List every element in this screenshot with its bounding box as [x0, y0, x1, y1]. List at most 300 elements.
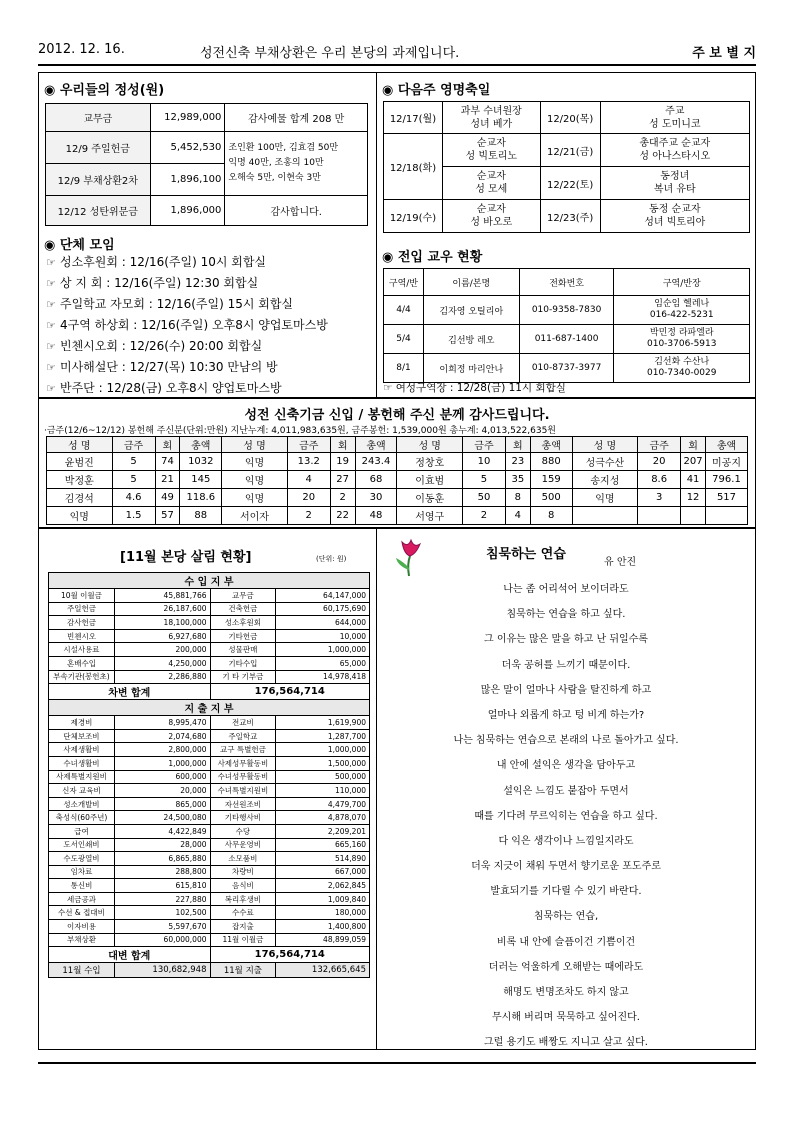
feast-saint-line: 성 바오로	[470, 217, 513, 228]
finance-label: 통신비	[49, 879, 115, 893]
finance-label: 기타수입	[210, 656, 276, 670]
donation-cell: 22	[330, 507, 355, 525]
donation-cell: 4.6	[112, 489, 155, 507]
finance-amount: 14,978,418	[276, 670, 370, 684]
finance-amount: 1,000,000	[276, 643, 370, 657]
donation-cell: 4	[505, 507, 530, 525]
feast-saint-line: 순교자	[476, 204, 506, 215]
offering-table	[45, 103, 368, 226]
finance-label: 사제성무활동비	[210, 756, 276, 770]
finance-amount: 4,422,849	[114, 824, 210, 838]
poem-line: 무시해 버리며 묵묵하고 싶어진다.	[492, 1012, 640, 1024]
poem-line: 때를 기다려 무르익히는 연습을 하고 싶다.	[474, 810, 658, 822]
donation-cell: 27	[330, 471, 355, 489]
donation-cell: 정창호	[397, 453, 463, 471]
finance-amount: 180,000	[276, 906, 370, 920]
finance-amount: 48,899,059	[276, 933, 370, 947]
poem-line: 해명도 변명조차도 하지 않고	[503, 987, 629, 998]
income-total: 176,564,714	[210, 684, 370, 700]
poem-line: 많은 말이 얼마나 사람을 탈진하게 하고	[480, 684, 652, 696]
feast-date: 12/22(토)	[540, 167, 600, 200]
feast-saint-line: 복녀 유타	[653, 184, 696, 195]
donation-cell: 2	[462, 507, 505, 525]
feast-saint	[600, 134, 749, 167]
pencil-icon: ☞	[46, 340, 56, 353]
feast-title: ◉ 다음주 영명축일	[382, 83, 491, 98]
donation-cell: 2	[287, 507, 330, 525]
offering-title: ◉ 우리들의 정성(원)	[44, 83, 165, 98]
tulip-icon	[392, 536, 428, 581]
donation-cell: 익명	[47, 507, 113, 525]
offering-label: 12/9 주일헌금	[46, 132, 151, 164]
finance-label: 사무운영비	[210, 838, 276, 852]
transfer-header: 구역/반장	[614, 269, 750, 296]
thanks-title: 감사예물 합계 208 만	[225, 104, 368, 132]
thanks-names	[225, 132, 368, 196]
finance-amount: 1,009,840	[276, 892, 370, 906]
transfer-note	[383, 380, 566, 395]
feast-date: 12/18(화)	[384, 134, 443, 200]
poem-line: 얼마나 외롭게 하고 텅 비게 하는가?	[487, 709, 645, 721]
finance-unit: (단위: 원)	[316, 555, 347, 563]
finance-amount: 2,062,845	[276, 879, 370, 893]
finance-amount: 64,147,000	[276, 589, 370, 603]
donation-cell: 5	[462, 471, 505, 489]
finance-label: 성물판매	[210, 643, 276, 657]
transfer-table	[383, 268, 750, 383]
finance-amount: 227,880	[114, 892, 210, 906]
donation-cell: 익명	[222, 453, 288, 471]
offering-value: 1,896,000	[150, 196, 225, 226]
transfer-cell: 010-9358-7830	[519, 296, 614, 325]
finance-label: 11월 이월금	[210, 933, 276, 947]
finance-label: 건축헌금	[210, 602, 276, 616]
donation-header: 회	[681, 437, 706, 453]
finance-amount: 60,000,000	[114, 933, 210, 947]
poem-line: 그 이유는 많은 말을 하고 난 뒤일수록	[484, 634, 648, 646]
finance-label: 잡지출	[210, 920, 276, 934]
month-income: 130,682,948	[114, 963, 210, 978]
donation-cell: 12	[681, 489, 706, 507]
top-divider	[376, 72, 377, 398]
donation-cell: 박정훈	[47, 471, 113, 489]
poem-line: 설익은 느낌도 붙잡아 두면서	[503, 785, 629, 797]
finance-label: 단체보조비	[49, 729, 115, 743]
offering-label: 12/9 부채상환2차	[46, 164, 151, 196]
donation-cell: 20	[638, 453, 681, 471]
donation-cell: 243.4	[355, 453, 397, 471]
donation-cell: 1.5	[112, 507, 155, 525]
offering-value: 12,989,000	[150, 104, 225, 132]
month-income-label: 11월 수입	[49, 963, 115, 978]
donation-header: 성 명	[572, 437, 638, 453]
finance-amount: 865,000	[114, 797, 210, 811]
poem-line: 더욱 공허를 느끼기 때문이다.	[501, 659, 631, 671]
donation-cell: 57	[155, 507, 180, 525]
thanks-line: 익명 40만, 조홍의 10만	[228, 158, 324, 168]
finance-amount: 102,500	[114, 906, 210, 920]
transfer-cell: 4/4	[384, 296, 424, 325]
feast-saint-line: 성 도미니코	[649, 118, 701, 130]
finance-amount: 644,000	[276, 616, 370, 630]
finance-label: 기타헌금	[210, 629, 276, 643]
finance-label: 임차료	[49, 865, 115, 879]
donation-cell	[638, 507, 681, 525]
poem-line: 발효되기를 기다릴 수 있기 바란다.	[490, 886, 642, 898]
finance-label: 혼배수입	[49, 656, 115, 670]
donation-header: 금주	[112, 437, 155, 453]
offering-label: 교무금	[46, 104, 151, 132]
donation-cell: 5	[112, 471, 155, 489]
expense-title: 지 출 지 부	[49, 700, 370, 716]
month-expense-label: 11월 지출	[210, 963, 276, 978]
finance-amount: 2,209,201	[276, 824, 370, 838]
donation-cell: 미공지	[705, 453, 747, 471]
finance-label: 수선 & 접대비	[49, 906, 115, 920]
finance-amount: 5,597,670	[114, 920, 210, 934]
finance-amount: 2,800,000	[114, 743, 210, 757]
finance-amount: 65,000	[276, 656, 370, 670]
finance-label: 교구 특별헌금	[210, 743, 276, 757]
finance-amount: 4,479,700	[276, 797, 370, 811]
feast-saint-line: 성 빅토리노	[465, 151, 518, 162]
offering-value: 1,896,100	[150, 164, 225, 196]
donation-header: 금주	[287, 437, 330, 453]
finance-label: 신자 교육비	[49, 784, 115, 798]
donation-cell: 4	[287, 471, 330, 489]
expense-total-label: 대변 합계	[49, 947, 211, 963]
group-text: 미사해설단 : 12/27(목) 10:30 만남의 방	[60, 360, 278, 374]
donation-cell: 880	[530, 453, 572, 471]
transfer-cell: 011-687-1400	[519, 325, 614, 354]
header-name: 주 보 별 지	[692, 46, 756, 61]
finance-label: 자선원조비	[210, 797, 276, 811]
transfer-header: 구역/반	[384, 269, 424, 296]
finance-label: 기타행사비	[210, 811, 276, 825]
poem-line: 더욱 지긋이 채워 두면서 향기로운 포도주로	[471, 861, 661, 873]
finance-amount: 4,250,000	[114, 656, 210, 670]
donation-cell: 익명	[222, 471, 288, 489]
finance-label: 도서인쇄비	[49, 838, 115, 852]
finance-label: 시설사용료	[49, 643, 115, 657]
feast-saint	[600, 102, 749, 134]
feast-saint-line: 순교자	[476, 138, 506, 149]
group-text: 성소후원회 : 12/16(주일) 10시 회합실	[60, 255, 267, 269]
income-title: 수 입 지 부	[49, 573, 370, 589]
feast-saint-line: 동정녀	[660, 171, 690, 182]
transfer-cell: 김자영 오틸리아	[423, 296, 519, 325]
pencil-icon: ☞	[46, 361, 56, 374]
header-date: 2012. 12. 16.	[38, 42, 125, 57]
finance-amount: 667,000	[276, 865, 370, 879]
finance-label: 사제특별지원비	[49, 770, 115, 784]
donation-cell: 48	[355, 507, 397, 525]
finance-amount: 500,000	[276, 770, 370, 784]
finance-label: 세금공과	[49, 892, 115, 906]
pencil-icon: ☞	[383, 382, 396, 394]
poem-title: 침묵하는 연습	[486, 547, 566, 562]
poem-line: 내 안에 설익은 생각을 담아두고	[496, 760, 636, 772]
finance-amount: 24,500,080	[114, 811, 210, 825]
finance-amount: 20,000	[114, 784, 210, 798]
income-total-label: 차변 합계	[49, 684, 211, 700]
donation-cell: 송지성	[572, 471, 638, 489]
donation-cell: 41	[681, 471, 706, 489]
finance-amount: 1,619,900	[276, 716, 370, 730]
transfer-leader	[614, 354, 750, 383]
feast-date: 12/21(금)	[540, 134, 600, 167]
poem-line: 침묵하는 연습,	[533, 911, 599, 923]
donation-cell: 이동훈	[397, 489, 463, 507]
donation-cell: 500	[530, 489, 572, 507]
group-item	[46, 252, 374, 273]
transfer-leader-name: 박민정 라파엘라	[649, 328, 714, 338]
finance-label: 부속기관(봉헌초)	[49, 670, 115, 684]
donation-cell: 20	[287, 489, 330, 507]
finance-amount: 6,865,880	[114, 852, 210, 866]
donation-cell: 3	[638, 489, 681, 507]
finance-label: 교무금	[210, 589, 276, 603]
thanks-line: 조인환 100만, 김효겸 50만	[228, 143, 339, 153]
thanks-end: 감사합니다.	[225, 196, 368, 226]
feast-saint-line: 성 아나스타시오	[639, 151, 711, 162]
feast-saint-line: 성녀 베가	[470, 118, 513, 130]
finance-label: 차량비	[210, 865, 276, 879]
finance-amount: 288,800	[114, 865, 210, 879]
pencil-icon: ☞	[46, 298, 56, 311]
thanks-line: 오해숙 5만, 이현숙 3만	[228, 173, 321, 183]
feast-date: 12/17(월)	[384, 102, 443, 134]
donation-cell: 2	[330, 489, 355, 507]
finance-amount: 10,000	[276, 629, 370, 643]
offering-value: 5,452,530	[150, 132, 225, 164]
poem-line: 침묵하는 연습을 하고 싶다.	[506, 609, 626, 621]
finance-amount: 2,074,680	[114, 729, 210, 743]
transfer-title: ◉ 전입 교우 현황	[382, 250, 483, 265]
finance-label: 사제생활비	[49, 743, 115, 757]
transfer-leader-name: 김선화 수산나	[654, 357, 710, 367]
group-text: 4구역 하상회 : 12/16(주일) 오후8시 양업토마스방	[60, 318, 328, 332]
donation-header: 금주	[638, 437, 681, 453]
finance-amount: 1,000,000	[114, 756, 210, 770]
donation-cell: 145	[180, 471, 222, 489]
group-item	[46, 378, 374, 399]
transfer-cell: 김선방 레오	[423, 325, 519, 354]
donation-cell: 서영구	[397, 507, 463, 525]
group-item	[46, 315, 374, 336]
donation-cell: 159	[530, 471, 572, 489]
feast-saint-line: 과부 수녀원장	[460, 105, 522, 117]
group-text: 반주단 : 12/28(금) 오후8시 양업토마스방	[60, 381, 282, 395]
finance-amount: 200,000	[114, 643, 210, 657]
group-text: 빈첸시오회 : 12/26(수) 20:00 회합실	[60, 339, 263, 353]
donation-cell: 49	[155, 489, 180, 507]
donation-title: 성전 신축기금 신입 / 봉헌해 주신 분께 감사드립니다.	[244, 408, 550, 423]
finance-amount: 8,995,470	[114, 716, 210, 730]
finance-label: 전교비	[210, 716, 276, 730]
finance-amount: 26,187,600	[114, 602, 210, 616]
finance-label: 복리후생비	[210, 892, 276, 906]
donation-cell: 68	[355, 471, 397, 489]
donation-cell: 21	[155, 471, 180, 489]
poem-line: 그럴 용기도 배짱도 지니고 살고 싶다.	[484, 1037, 648, 1049]
feast-saint-line: 동정 순교자	[649, 204, 701, 215]
donation-header: 총액	[705, 437, 747, 453]
feast-date: 12/20(목)	[540, 102, 600, 134]
donation-cell: 5	[112, 453, 155, 471]
finance-label: 소모품비	[210, 852, 276, 866]
transfer-leader-name: 임순임 헬레나	[654, 299, 710, 309]
finance-label: 급여	[49, 824, 115, 838]
donation-summary: ·금주(12/6~12/12) 봉헌해 주신분(단위:만원) 지난누계: 4,011,983,635원, 금주봉헌: 1,539,000원 총누계: 4,013,522,635원	[44, 426, 557, 436]
donation-cell: 207	[681, 453, 706, 471]
donation-cell: 30	[355, 489, 397, 507]
finance-amount: 4,878,070	[276, 811, 370, 825]
feast-saint-line: 순교자	[476, 171, 506, 182]
finance-label: 이자비용	[49, 920, 115, 934]
transfer-leader	[614, 325, 750, 354]
feast-saint-line: 성 모세	[475, 184, 508, 195]
donation-header: 성 명	[397, 437, 463, 453]
donation-cell: 23	[505, 453, 530, 471]
finance-label: 수녀특별지원비	[210, 784, 276, 798]
donation-cell	[705, 507, 747, 525]
finance-amount: 1,287,700	[276, 729, 370, 743]
donation-cell: 13.2	[287, 453, 330, 471]
transfer-leader-phone: 016-422-5231	[649, 310, 714, 320]
donation-cell: 익명	[222, 489, 288, 507]
transfer-cell: 5/4	[384, 325, 424, 354]
donation-header: 회	[155, 437, 180, 453]
finance-label: 수녀생활비	[49, 756, 115, 770]
donation-table	[46, 436, 748, 525]
finance-amount: 60,175,690	[276, 602, 370, 616]
poem-line: 더러는 억울하게 오해받는 때에라도	[488, 961, 644, 973]
month-expense: 132,665,645	[276, 963, 370, 978]
donation-cell: 성극수산	[572, 453, 638, 471]
finance-label: 빈첸시오	[49, 629, 115, 643]
finance-amount: 665,160	[276, 838, 370, 852]
groups-title: ◉ 단체 모임	[44, 238, 115, 253]
donation-cell	[572, 507, 638, 525]
feast-date: 12/19(수)	[384, 200, 443, 233]
finance-label: 기 타 기부금	[210, 670, 276, 684]
finance-label: 10월 이월금	[49, 589, 115, 603]
group-item	[46, 294, 374, 315]
finance-amount: 18,100,000	[114, 616, 210, 630]
finance-label: 주일헌금	[49, 602, 115, 616]
poem-line: 나는 좀 어리석어 보이더라도	[503, 584, 629, 595]
transfer-leader	[614, 296, 750, 325]
finance-amount: 514,890	[276, 852, 370, 866]
donation-cell: 74	[155, 453, 180, 471]
finance-amount: 1,500,000	[276, 756, 370, 770]
finance-label: 제경비	[49, 716, 115, 730]
donation-cell: 796.1	[705, 471, 747, 489]
group-text: 상 지 회 : 12/16(주일) 12:30 회합실	[60, 276, 259, 290]
finance-label: 성소후원회	[210, 616, 276, 630]
poem-line: 나는 침묵하는 연습으로 본래의 나로 돌아가고 싶다.	[453, 735, 679, 747]
finance-amount: 28,000	[114, 838, 210, 852]
donation-cell: 88	[180, 507, 222, 525]
finance-label: 수당	[210, 824, 276, 838]
finance-label: 주일학교	[210, 729, 276, 743]
finance-amount: 2,286,880	[114, 670, 210, 684]
finance-amount: 6,927,680	[114, 629, 210, 643]
transfer-cell: 이희정 마리안나	[423, 354, 519, 383]
transfer-cell: 010-8737-3977	[519, 354, 614, 383]
donation-header: 총액	[180, 437, 222, 453]
finance-label: 수도광열비	[49, 852, 115, 866]
finance-label: 성소개발비	[49, 797, 115, 811]
bottom-divider	[376, 528, 377, 1050]
finance-label: 수수료	[210, 906, 276, 920]
feast-saint	[600, 167, 749, 200]
footer-rule	[38, 1062, 756, 1064]
pencil-icon: ☞	[46, 256, 56, 269]
finance-amount: 1,400,800	[276, 920, 370, 934]
donation-cell: 517	[705, 489, 747, 507]
donation-header: 회	[505, 437, 530, 453]
pencil-icon: ☞	[46, 319, 56, 332]
donation-cell: 익명	[572, 489, 638, 507]
donation-cell: 서이자	[222, 507, 288, 525]
finance-label: 감사헌금	[49, 616, 115, 630]
feast-saint	[442, 134, 540, 167]
feast-saint	[600, 200, 749, 233]
donation-cell	[681, 507, 706, 525]
feast-saint	[442, 167, 540, 200]
feast-date: 12/23(주)	[540, 200, 600, 233]
donation-cell: 김경석	[47, 489, 113, 507]
feast-saint-line: 총대주교 순교자	[639, 138, 711, 149]
group-item	[46, 273, 374, 294]
donation-cell: 이효범	[397, 471, 463, 489]
donation-header: 성 명	[222, 437, 288, 453]
poem-body	[378, 577, 754, 1056]
feast-table	[383, 101, 750, 233]
donation-cell: 8	[530, 507, 572, 525]
transfer-leader-phone: 010-3706-5913	[647, 339, 717, 349]
finance-label: 수녀성무활동비	[210, 770, 276, 784]
donation-cell: 1032	[180, 453, 222, 471]
finance-title: [11월 본당 살림 현황]	[120, 550, 252, 565]
finance-amount: 110,000	[276, 784, 370, 798]
feast-saint	[442, 200, 540, 233]
finance-amount: 600,000	[114, 770, 210, 784]
donation-header: 총액	[530, 437, 572, 453]
expense-total: 176,564,714	[210, 947, 370, 963]
group-item	[46, 336, 374, 357]
transfer-cell: 8/1	[384, 354, 424, 383]
poem-line: 비록 내 안에 슬픔이건 기쁨이건	[496, 936, 636, 948]
poem-line: 다 익은 생각이나 느낌일지라도	[498, 835, 634, 847]
transfer-leader-phone: 010-7340-0029	[647, 368, 717, 378]
feast-saint-line: 주교	[665, 105, 685, 117]
feast-saint	[442, 102, 540, 134]
donation-cell: 8	[505, 489, 530, 507]
transfer-header: 전화번호	[519, 269, 614, 296]
donation-cell: 118.6	[180, 489, 222, 507]
transfer-note-text: 여성구역장 : 12/28(금) 11시 회합실	[395, 382, 566, 394]
groups-list	[46, 252, 374, 399]
group-text: 주일학교 자모회 : 12/16(주일) 15시 회합실	[60, 297, 294, 311]
finance-amount: 615,810	[114, 879, 210, 893]
poem-author: 유 안진	[604, 557, 637, 568]
group-item	[46, 357, 374, 378]
donation-header: 금주	[462, 437, 505, 453]
donation-header: 총액	[355, 437, 397, 453]
